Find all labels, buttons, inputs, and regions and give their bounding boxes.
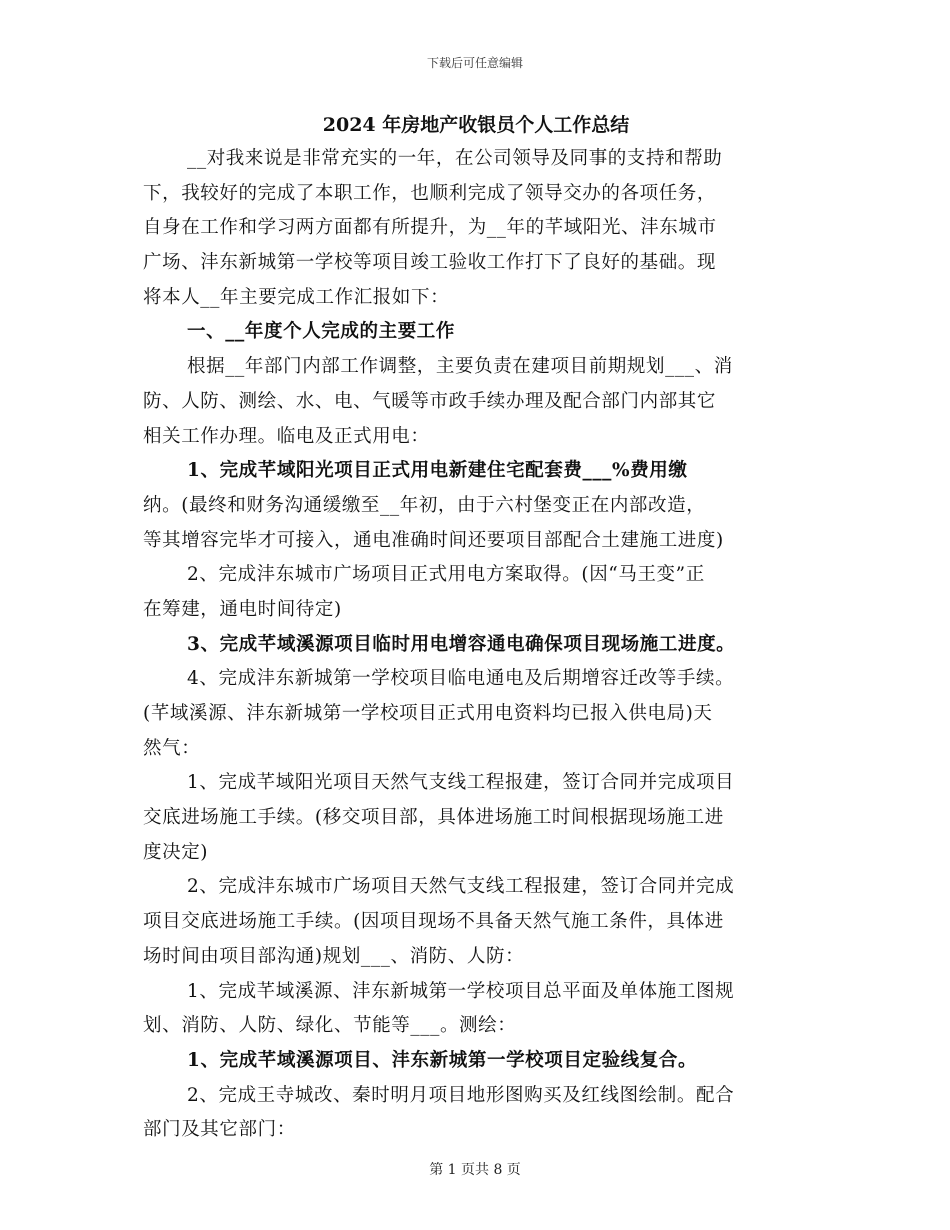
paragraph-line: 根据__年部门内部工作调整，主要负责在建项目前期规划___、消 (187, 356, 733, 378)
paragraph-line: 纳。(最终和财务沟通缓缴至__年初，由于六村堡变正在内部改造， (143, 494, 706, 516)
paragraph-line: 2、完成沣东城市广场项目正式用电方案取得。(因“马王变”正 (187, 564, 705, 586)
paragraph-line: 划、消防、人防、绿化、节能等___。测绘： (143, 1015, 517, 1037)
document-title: 2024 年房地产收银员个人工作总结 (322, 114, 630, 136)
paragraph-line: 4、完成沣东新城第一学校项目临电通电及后期增容迁改等手续。 (187, 668, 735, 690)
paragraph-line: 交底进场施工手续。(移交项目部，具体进场施工时间根据现场施工进 (143, 807, 724, 829)
page-header: 下载后可任意编辑 (426, 56, 523, 70)
paragraph-line: 场时间由项目部沟通)规划___、消防、人防： (143, 945, 525, 967)
bold-item-line: 1、完成芊域溪源项目、沣东新城第一学校项目定验线复合。 (187, 1049, 698, 1071)
paragraph-line: 将本人__年主要完成工作汇报如下： (143, 286, 450, 308)
document-body (143, 108, 823, 1148)
paragraph-line: 2、完成沣东城市广场项目天然气支线工程报建，签订合同并完成 (187, 876, 735, 898)
paragraph-line: (芊域溪源、沣东新城第一学校项目正式用电资料均已报入供电局)天 (143, 703, 713, 724)
paragraph-line: 度决定) (143, 841, 209, 863)
paragraph-line: 部门及其它部门： (143, 1119, 296, 1141)
paragraph-line: 2、完成王寺城改、秦时明月项目地形图购买及红线图绘制。配合 (187, 1084, 735, 1106)
paragraph-line: 在筹建，通电时间待定) (143, 598, 342, 620)
paragraph-line: 相关工作办理。临电及正式用电： (143, 425, 430, 447)
bold-item-line: 3、完成芊域溪源项目临时用电增容通电确保项目现场施工进度。 (187, 633, 736, 655)
paragraph-line: 自身在工作和学习两方面都有所提升，为__年的芊域阳光、沣东城市 (143, 217, 717, 239)
paragraph-line: 1、完成芊域溪源、沣东新城第一学校项目总平面及单体施工图规 (187, 980, 735, 1002)
paragraph-line: 等其增容完毕才可接入，通电准确时间还要项目部配合土建施工进度) (143, 529, 724, 551)
section-heading: 一、__年度个人完成的主要工作 (187, 321, 456, 343)
paragraph-line: 广场、沣东新城第一学校等项目竣工验收工作打下了良好的基础。现 (143, 252, 717, 274)
paragraph-line: 下，我较好的完成了本职工作，也顺利完成了领导交办的各项任务， (143, 182, 717, 204)
page-footer: 第 1 页共 8 页 (429, 1162, 521, 1178)
bold-item-line: 1、完成芊域阳光项目正式用电新建住宅配套费___%费用缴 (187, 460, 688, 482)
paragraph-line: __对我来说是非常充实的一年，在公司领导及同事的支持和帮助 (187, 148, 723, 169)
paragraph-line: 1、完成芊域阳光项目天然气支线工程报建，签订合同并完成项目 (187, 772, 735, 794)
paragraph-line: 防、人防、测绘、水、电、气暖等市政手续办理及配合部门内部其它 (143, 390, 717, 412)
paragraph-line: 然气： (143, 737, 201, 759)
paragraph-line: 项目交底进场施工手续。(因项目现场不具备天然气施工条件，具体进 (143, 911, 724, 933)
